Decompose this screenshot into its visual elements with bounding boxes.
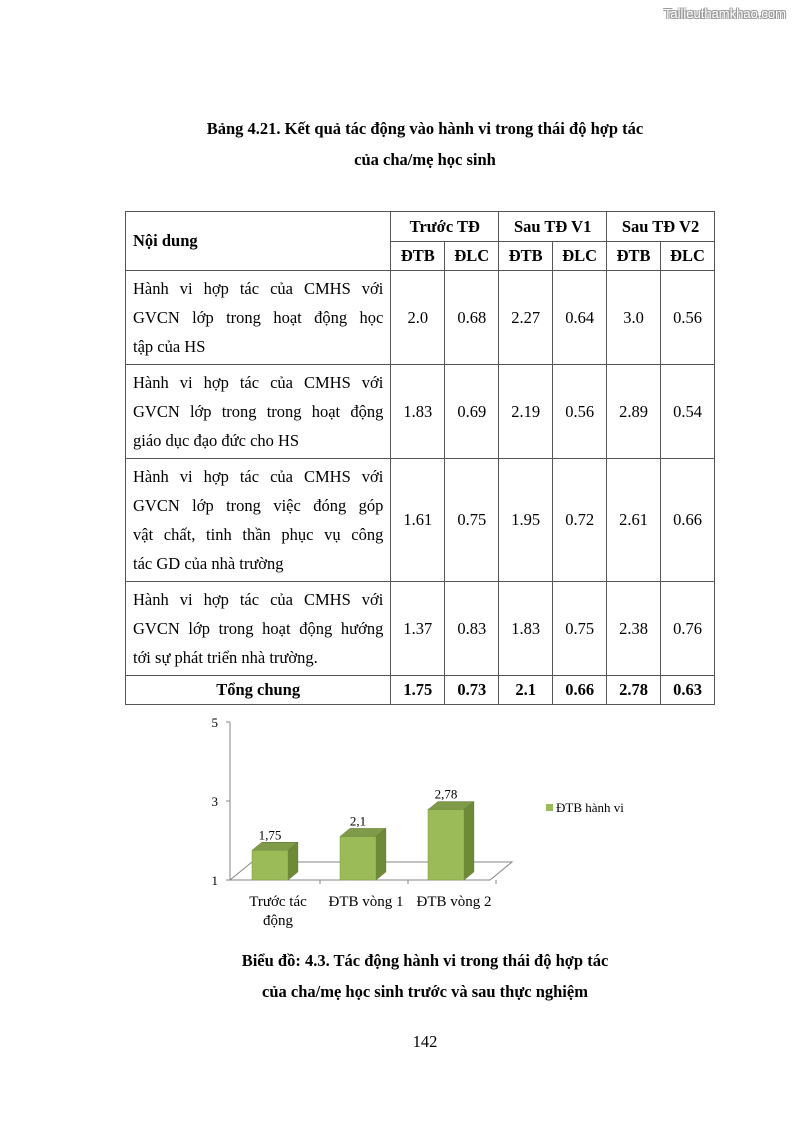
cell-value: 0.66 (661, 459, 715, 582)
subheader-dlc: ĐLC (553, 242, 607, 271)
cell-value: 2.61 (607, 459, 661, 582)
x-tick-label: ĐTB vòng 1 (328, 894, 404, 910)
x-tick-label: ĐTB vòng 2 (416, 894, 492, 910)
cell-value: 3.0 (607, 271, 661, 365)
table-row (126, 271, 715, 365)
cell-value: 2.27 (499, 271, 553, 365)
watermark: Tailieuthamkhao.com (663, 6, 786, 21)
cell-value: 0.83 (445, 582, 499, 676)
cell-value: 0.75 (445, 459, 499, 582)
chart-caption-line-2: của cha/mẹ học sinh trước và sau thực nghiệm (262, 982, 588, 1001)
y-tick-label: 5 (211, 715, 218, 730)
y-tick-label: 1 (211, 873, 218, 888)
legend-label: ĐTB hành vi (556, 800, 624, 815)
cell-value: 1.61 (391, 459, 445, 582)
cell-value: 2.0 (391, 271, 445, 365)
x-tick-label: Trước tác (249, 894, 307, 910)
cell-value: 1.37 (391, 582, 445, 676)
cell-value: 0.68 (445, 271, 499, 365)
subheader-dtb: ĐTB (499, 242, 553, 271)
legend-swatch (546, 804, 553, 811)
row-content: Hành vi hợp tác của CMHS với GVCN lớp trong hoạt động học tập của HS (126, 271, 391, 365)
subheader-dlc: ĐLC (445, 242, 499, 271)
results-table (125, 211, 715, 705)
bar (428, 810, 464, 880)
total-value: 0.66 (553, 676, 607, 705)
row-content: Hành vi hợp tác của CMHS với GVCN lớp trong hoạt động hướng tới sự phát triển nhà trường. (126, 582, 391, 676)
chart-caption-line-1: Biểu đồ: 4.3. Tác động hành vi trong thái độ hợp tác (241, 951, 609, 970)
bar-side (464, 802, 474, 880)
bar-value-label: 2,1 (349, 813, 367, 829)
row-content: Hành vi hợp tác của CMHS với GVCN lớp trong trong hoạt động giáo dục đạo đức cho HS (126, 365, 391, 459)
total-value: 2.78 (607, 676, 661, 705)
row-content: Hành vi hợp tác của CMHS với GVCN lớp trong việc đóng góp vật chất, tinh thần phục vụ công tác GD của nhà trường (126, 459, 391, 582)
table-row (126, 582, 715, 676)
cell-value: 2.38 (607, 582, 661, 676)
bar-value-label: 2,78 (434, 786, 458, 802)
cell-value: 0.64 (553, 271, 607, 365)
table-title-line-2: của cha/mẹ học sinh (354, 150, 496, 169)
bar (252, 850, 288, 880)
cell-value: 0.72 (553, 459, 607, 582)
cell-value: 1.83 (499, 582, 553, 676)
cell-value: 0.76 (661, 582, 715, 676)
total-value: 1.75 (391, 676, 445, 705)
bar-value-label: 1,75 (258, 827, 282, 843)
subheader-dtb: ĐTB (391, 242, 445, 271)
subheader-dlc: ĐLC (661, 242, 715, 271)
cell-value: 0.56 (661, 271, 715, 365)
total-row (126, 676, 715, 705)
cell-value: 2.19 (499, 365, 553, 459)
subheader-dtb: ĐTB (607, 242, 661, 271)
total-value: 2.1 (499, 676, 553, 705)
cell-value: 0.54 (661, 365, 715, 459)
header-content: Nội dung (126, 212, 391, 271)
y-tick-label: 3 (211, 794, 218, 809)
header-group-before: Trước TĐ (391, 212, 499, 242)
cell-value: 0.56 (553, 365, 607, 459)
total-label: Tổng chung (126, 676, 391, 705)
page-number: 142 (412, 1032, 438, 1051)
header-group-v1: Sau TĐ V1 (499, 212, 607, 242)
bar (340, 837, 376, 880)
table-title-line-1: Bảng 4.21. Kết quả tác động vào hành vi trong thái độ hợp tác (206, 119, 644, 138)
bar-side (376, 828, 386, 880)
x-tick-label: động (263, 913, 293, 929)
cell-value: 0.75 (553, 582, 607, 676)
table-row (126, 459, 715, 582)
bar-chart (190, 712, 650, 937)
header-group-v2: Sau TĐ V2 (607, 212, 715, 242)
cell-value: 1.95 (499, 459, 553, 582)
table-row (126, 365, 715, 459)
cell-value: 2.89 (607, 365, 661, 459)
cell-value: 0.69 (445, 365, 499, 459)
cell-value: 1.83 (391, 365, 445, 459)
total-value: 0.73 (445, 676, 499, 705)
total-value: 0.63 (661, 676, 715, 705)
